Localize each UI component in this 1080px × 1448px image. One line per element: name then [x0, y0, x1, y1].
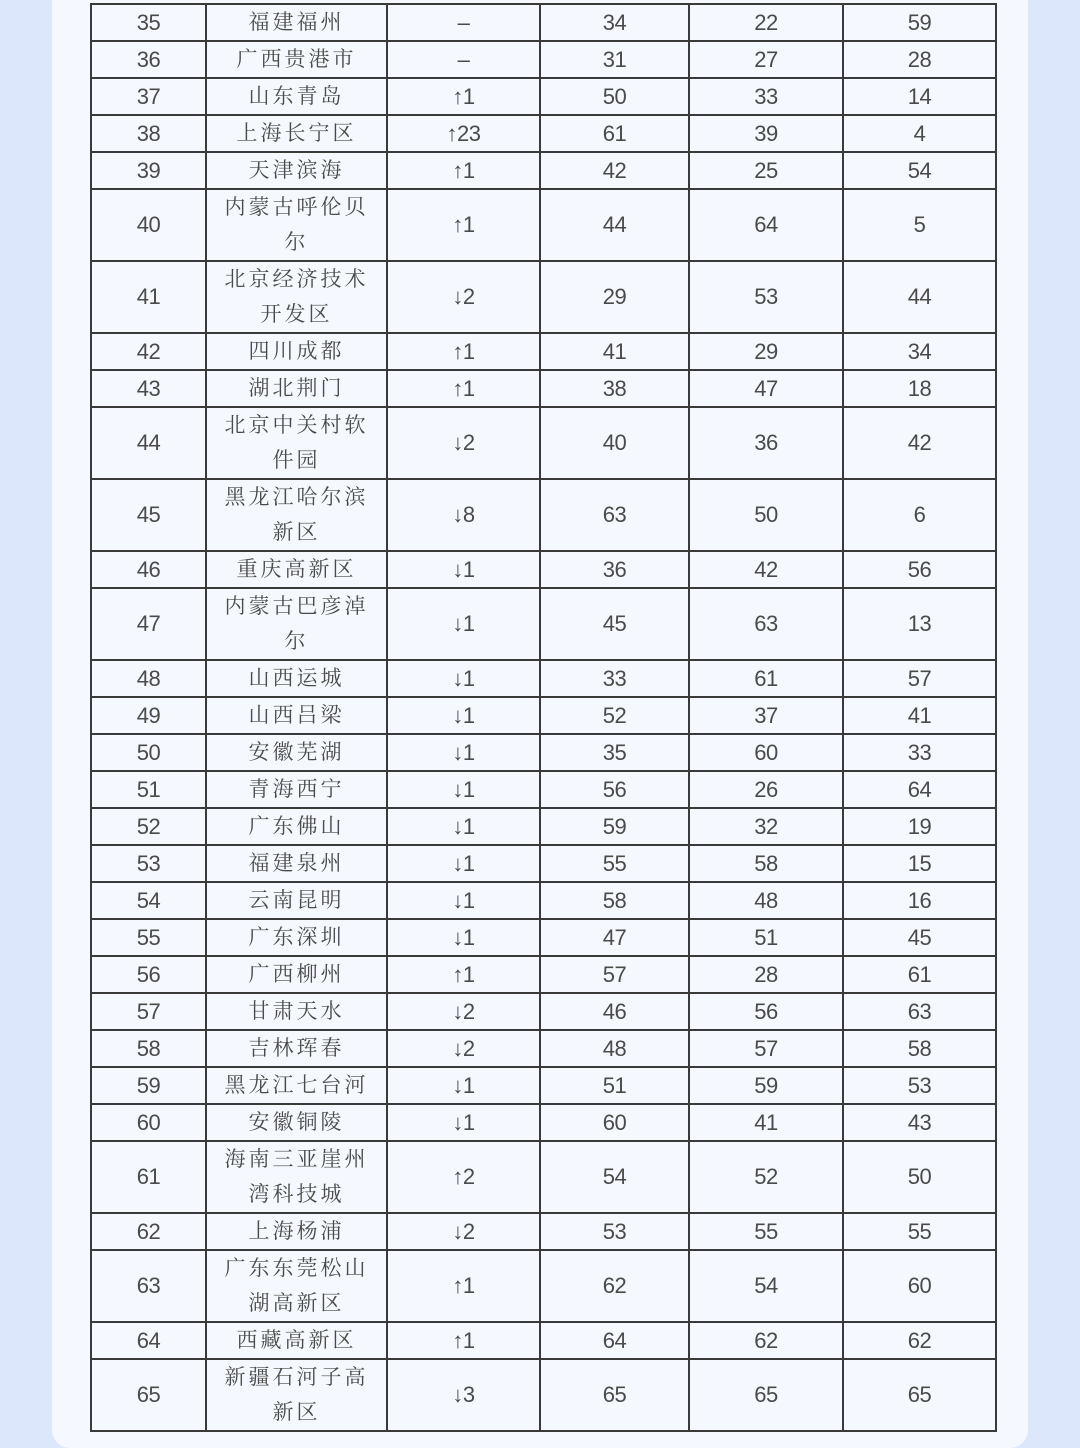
score-a-cell: 40	[540, 407, 689, 479]
region-name-cell: 山东青岛	[206, 78, 387, 115]
score-b-cell: 52	[689, 1141, 843, 1213]
rank-cell: 50	[91, 734, 206, 771]
region-name-cell: 青海西宁	[206, 771, 387, 808]
score-b-cell: 56	[689, 993, 843, 1030]
rank-change-cell: ↓8	[387, 479, 540, 551]
score-a-cell: 55	[540, 845, 689, 882]
score-c-cell: 63	[843, 993, 996, 1030]
region-name-cell: 山西运城	[206, 660, 387, 697]
rank-cell: 35	[91, 4, 206, 41]
rank-cell: 41	[91, 261, 206, 333]
score-c-cell: 42	[843, 407, 996, 479]
rank-change-cell: ↓1	[387, 882, 540, 919]
rank-change-cell: ↑1	[387, 956, 540, 993]
score-a-cell: 60	[540, 1104, 689, 1141]
score-c-cell: 28	[843, 41, 996, 78]
rank-change-cell: ↓1	[387, 660, 540, 697]
score-a-cell: 35	[540, 734, 689, 771]
rank-change-cell: ↑1	[387, 1250, 540, 1322]
table-row	[91, 78, 996, 115]
score-b-cell: 47	[689, 370, 843, 407]
score-c-cell: 43	[843, 1104, 996, 1141]
region-name-cell: 西藏高新区	[206, 1322, 387, 1359]
rank-cell: 61	[91, 1141, 206, 1213]
rank-change-cell: ↓1	[387, 845, 540, 882]
score-c-cell: 62	[843, 1322, 996, 1359]
score-a-cell: 62	[540, 1250, 689, 1322]
region-name-cell: 海南三亚崖州湾科技城	[206, 1141, 387, 1213]
score-b-cell: 28	[689, 956, 843, 993]
rank-cell: 57	[91, 993, 206, 1030]
score-b-cell: 32	[689, 808, 843, 845]
ranking-table-container	[90, 3, 995, 1432]
table-row	[91, 261, 996, 333]
score-a-cell: 54	[540, 1141, 689, 1213]
rank-cell: 56	[91, 956, 206, 993]
score-c-cell: 45	[843, 919, 996, 956]
table-row	[91, 771, 996, 808]
table-row	[91, 1359, 996, 1431]
table-row	[91, 919, 996, 956]
rank-change-cell: ↑1	[387, 333, 540, 370]
region-name-cell: 四川成都	[206, 333, 387, 370]
rank-change-cell: ↓1	[387, 551, 540, 588]
score-c-cell: 59	[843, 4, 996, 41]
rank-change-cell: ↓1	[387, 1067, 540, 1104]
score-c-cell: 15	[843, 845, 996, 882]
table-row	[91, 1030, 996, 1067]
score-b-cell: 60	[689, 734, 843, 771]
rank-change-cell: ↓2	[387, 1213, 540, 1250]
score-c-cell: 44	[843, 261, 996, 333]
region-name-cell: 内蒙古巴彦淖尔	[206, 588, 387, 660]
score-a-cell: 53	[540, 1213, 689, 1250]
score-b-cell: 53	[689, 261, 843, 333]
score-b-cell: 42	[689, 551, 843, 588]
ranking-table	[90, 3, 997, 1432]
table-row	[91, 1067, 996, 1104]
table-row	[91, 588, 996, 660]
score-c-cell: 18	[843, 370, 996, 407]
rank-change-cell: ↑2	[387, 1141, 540, 1213]
score-c-cell: 41	[843, 697, 996, 734]
score-b-cell: 37	[689, 697, 843, 734]
score-a-cell: 63	[540, 479, 689, 551]
table-row	[91, 808, 996, 845]
score-c-cell: 61	[843, 956, 996, 993]
region-name-cell: 吉林珲春	[206, 1030, 387, 1067]
score-a-cell: 59	[540, 808, 689, 845]
rank-change-cell: ↑1	[387, 1322, 540, 1359]
table-row	[91, 734, 996, 771]
rank-change-cell: ↓2	[387, 1030, 540, 1067]
score-c-cell: 55	[843, 1213, 996, 1250]
score-a-cell: 34	[540, 4, 689, 41]
score-c-cell: 57	[843, 660, 996, 697]
rank-change-cell: ↓1	[387, 734, 540, 771]
rank-change-cell: ↓3	[387, 1359, 540, 1431]
table-row	[91, 4, 996, 41]
table-row	[91, 1104, 996, 1141]
rank-cell: 59	[91, 1067, 206, 1104]
score-b-cell: 22	[689, 4, 843, 41]
table-row	[91, 41, 996, 78]
rank-change-cell: ↓1	[387, 697, 540, 734]
score-b-cell: 48	[689, 882, 843, 919]
score-a-cell: 29	[540, 261, 689, 333]
score-b-cell: 54	[689, 1250, 843, 1322]
score-c-cell: 60	[843, 1250, 996, 1322]
table-row	[91, 882, 996, 919]
rank-cell: 55	[91, 919, 206, 956]
region-name-cell: 广西柳州	[206, 956, 387, 993]
rank-cell: 62	[91, 1213, 206, 1250]
score-a-cell: 48	[540, 1030, 689, 1067]
rank-cell: 60	[91, 1104, 206, 1141]
score-a-cell: 64	[540, 1322, 689, 1359]
score-c-cell: 33	[843, 734, 996, 771]
score-c-cell: 5	[843, 189, 996, 261]
score-b-cell: 41	[689, 1104, 843, 1141]
score-c-cell: 14	[843, 78, 996, 115]
score-c-cell: 65	[843, 1359, 996, 1431]
score-c-cell: 54	[843, 152, 996, 189]
score-c-cell: 34	[843, 333, 996, 370]
score-b-cell: 63	[689, 588, 843, 660]
region-name-cell: 内蒙古呼伦贝尔	[206, 189, 387, 261]
table-row	[91, 370, 996, 407]
rank-cell: 46	[91, 551, 206, 588]
score-a-cell: 65	[540, 1359, 689, 1431]
rank-cell: 37	[91, 78, 206, 115]
table-row	[91, 152, 996, 189]
region-name-cell: 山西吕梁	[206, 697, 387, 734]
rank-cell: 58	[91, 1030, 206, 1067]
rank-change-cell: ↑1	[387, 370, 540, 407]
table-row	[91, 956, 996, 993]
region-name-cell: 新疆石河子高新区	[206, 1359, 387, 1431]
rank-change-cell: ↓1	[387, 808, 540, 845]
score-b-cell: 62	[689, 1322, 843, 1359]
table-row	[91, 333, 996, 370]
score-b-cell: 65	[689, 1359, 843, 1431]
region-name-cell: 黑龙江哈尔滨新区	[206, 479, 387, 551]
score-c-cell: 13	[843, 588, 996, 660]
table-row	[91, 993, 996, 1030]
score-a-cell: 45	[540, 588, 689, 660]
rank-cell: 47	[91, 588, 206, 660]
table-row	[91, 845, 996, 882]
score-a-cell: 61	[540, 115, 689, 152]
score-a-cell: 31	[540, 41, 689, 78]
score-a-cell: 57	[540, 956, 689, 993]
region-name-cell: 广东深圳	[206, 919, 387, 956]
score-a-cell: 58	[540, 882, 689, 919]
rank-change-cell: ↓1	[387, 588, 540, 660]
score-b-cell: 25	[689, 152, 843, 189]
score-b-cell: 26	[689, 771, 843, 808]
score-b-cell: 64	[689, 189, 843, 261]
rank-cell: 42	[91, 333, 206, 370]
score-a-cell: 44	[540, 189, 689, 261]
rank-cell: 49	[91, 697, 206, 734]
rank-cell: 51	[91, 771, 206, 808]
score-b-cell: 50	[689, 479, 843, 551]
region-name-cell: 天津滨海	[206, 152, 387, 189]
score-c-cell: 50	[843, 1141, 996, 1213]
region-name-cell: 广东佛山	[206, 808, 387, 845]
score-b-cell: 33	[689, 78, 843, 115]
rank-change-cell: ↓2	[387, 261, 540, 333]
rank-cell: 53	[91, 845, 206, 882]
region-name-cell: 甘肃天水	[206, 993, 387, 1030]
rank-change-cell: –	[387, 4, 540, 41]
table-row	[91, 551, 996, 588]
score-a-cell: 33	[540, 660, 689, 697]
rank-cell: 40	[91, 189, 206, 261]
table-row	[91, 1141, 996, 1213]
rank-change-cell: ↓1	[387, 919, 540, 956]
rank-change-cell: ↓2	[387, 407, 540, 479]
rank-change-cell: ↓1	[387, 1104, 540, 1141]
score-b-cell: 36	[689, 407, 843, 479]
rank-cell: 39	[91, 152, 206, 189]
region-name-cell: 上海杨浦	[206, 1213, 387, 1250]
rank-cell: 48	[91, 660, 206, 697]
score-b-cell: 61	[689, 660, 843, 697]
rank-cell: 38	[91, 115, 206, 152]
score-b-cell: 55	[689, 1213, 843, 1250]
score-c-cell: 19	[843, 808, 996, 845]
region-name-cell: 云南昆明	[206, 882, 387, 919]
score-b-cell: 27	[689, 41, 843, 78]
region-name-cell: 湖北荆门	[206, 370, 387, 407]
score-b-cell: 57	[689, 1030, 843, 1067]
region-name-cell: 重庆高新区	[206, 551, 387, 588]
table-row	[91, 479, 996, 551]
region-name-cell: 黑龙江七台河	[206, 1067, 387, 1104]
rank-change-cell: ↓2	[387, 993, 540, 1030]
score-c-cell: 56	[843, 551, 996, 588]
score-c-cell: 6	[843, 479, 996, 551]
score-a-cell: 56	[540, 771, 689, 808]
region-name-cell: 北京中关村软件园	[206, 407, 387, 479]
rank-change-cell: ↓1	[387, 771, 540, 808]
region-name-cell: 北京经济技术开发区	[206, 261, 387, 333]
rank-change-cell: ↑1	[387, 78, 540, 115]
score-a-cell: 41	[540, 333, 689, 370]
table-row	[91, 115, 996, 152]
rank-cell: 45	[91, 479, 206, 551]
rank-cell: 65	[91, 1359, 206, 1431]
rank-change-cell: ↑1	[387, 152, 540, 189]
table-row	[91, 1322, 996, 1359]
score-a-cell: 51	[540, 1067, 689, 1104]
rank-cell: 64	[91, 1322, 206, 1359]
score-b-cell: 59	[689, 1067, 843, 1104]
rank-change-cell: ↑1	[387, 189, 540, 261]
region-name-cell: 福建泉州	[206, 845, 387, 882]
score-b-cell: 39	[689, 115, 843, 152]
score-a-cell: 50	[540, 78, 689, 115]
rank-cell: 54	[91, 882, 206, 919]
rank-cell: 63	[91, 1250, 206, 1322]
score-c-cell: 53	[843, 1067, 996, 1104]
score-c-cell: 64	[843, 771, 996, 808]
region-name-cell: 安徽芜湖	[206, 734, 387, 771]
table-row	[91, 189, 996, 261]
region-name-cell: 上海长宁区	[206, 115, 387, 152]
score-c-cell: 16	[843, 882, 996, 919]
score-c-cell: 4	[843, 115, 996, 152]
rank-change-cell: –	[387, 41, 540, 78]
table-row	[91, 697, 996, 734]
region-name-cell: 广东东莞松山湖高新区	[206, 1250, 387, 1322]
rank-cell: 52	[91, 808, 206, 845]
ranking-table-body	[91, 4, 996, 1431]
rank-cell: 44	[91, 407, 206, 479]
table-row	[91, 407, 996, 479]
table-row	[91, 660, 996, 697]
score-a-cell: 52	[540, 697, 689, 734]
region-name-cell: 安徽铜陵	[206, 1104, 387, 1141]
score-a-cell: 47	[540, 919, 689, 956]
rank-change-cell: ↑23	[387, 115, 540, 152]
rank-cell: 36	[91, 41, 206, 78]
score-b-cell: 58	[689, 845, 843, 882]
score-a-cell: 46	[540, 993, 689, 1030]
score-b-cell: 51	[689, 919, 843, 956]
score-b-cell: 29	[689, 333, 843, 370]
rank-cell: 43	[91, 370, 206, 407]
score-c-cell: 58	[843, 1030, 996, 1067]
score-a-cell: 42	[540, 152, 689, 189]
score-a-cell: 36	[540, 551, 689, 588]
region-name-cell: 广西贵港市	[206, 41, 387, 78]
score-a-cell: 38	[540, 370, 689, 407]
region-name-cell: 福建福州	[206, 4, 387, 41]
table-row	[91, 1213, 996, 1250]
table-row	[91, 1250, 996, 1322]
